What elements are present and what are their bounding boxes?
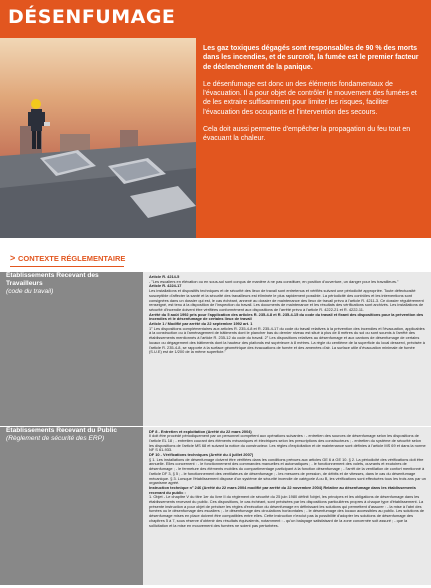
section-title: CONTEXTE RÉGLEMENTAIRE: [18, 254, 126, 263]
intro-paragraph-2: Cela doit aussi permettre d'empêcher la propagation du feu tout en évacuant la chaleur.: [203, 126, 411, 143]
block-text: - "Les escaliers en élévation ou en sous-sol sont conçus de manière à ne pas constituer, en position d'ouverture, un danger pour les travailleurs.": [149, 278, 399, 284]
section-header: [0, 247, 431, 269]
category-title: Établissements Recevant des Travailleurs: [6, 272, 99, 287]
block-text: 1° Les dispositions complémentaires aux articles R. 235-4-8 et R. 235-4-17 du code du travail relatives à la prévention des incendies et l'évacuation, applicables à la construction ou à l'aménagement de bâtiments dont le plancher bas du dernier niveau est situé à plus de 8 mètres du sol ou sont soumis à l'arrêté des établissements mentionnés à l'article R. 235-12 du code du travail. 2° Les dispositions relatives au désenfumage et aux cantons de désenfumage de certains locaux ou dégagement des bâtiments dont la hauteur des plafonds est supérieure à 8 mètres. La règle du centième de la superficie du local desservi, précisée à l'article R. 235-4-8, se rapporte à la surface géométrique des évacuations de fumée et des amenées d'air. La surface utile d'évacuation minimale de fumée (S.U.E) est de 1/200 de la même superficie.": [149, 325, 425, 355]
divider-strip: [0, 238, 431, 247]
block-heading: Arrêté du 5 août 1992 pris pour l'application des articles R. 235-4-8 et R. 235-4-15 du code du travail et fixant des dispositions pour la prévention des incendies et le désenfumage de certains lieux de travail: [149, 311, 424, 322]
title-band: [0, 0, 431, 38]
block-heading: Article 1 / Modifié par arrêté du 22 septembre 1992 art. 1: [149, 321, 253, 327]
rooftop-smoke-vent-photo: [0, 38, 196, 238]
block-heading: Article R. 4214-5: [149, 274, 180, 279]
block-text: Les installations et dispositifs techniques et de sécurité des lieux de travail sont entretenus et vérifiés suivant une périodicité appropriée. Toute défectuosité susceptible d'affecter la santé et la sécurité des travailleurs est éliminée le plus rapidement possible. La périodicité des contrôles et les interventions sont consignées dans un dossier qui est, le cas échéant, annexé au dossier de maintenance des lieux de travail prévu à l'article R. 4211-3. Ce dossier régulièrement renseigné, est tenu à la disposition de l'inspection du travail. Les documents de maintenance et les résultats des vérifications sont archivés. Les installations de sécurité d'incendie doivent être vérifiées conformément aux dispositions de l'arrêté prévu à l'article R. 4222-21 et R. 4222-11.: [149, 288, 424, 312]
intro-paragraph-1: Le désenfumage est donc un des éléments fondamentaux de l'évacuation. Il a pour objet de contrôler le mouvement des fumées et de les extraire suffisamment pour limiter les risques, faciliter l'évacuation des occupants et l'intervention des secours.: [203, 80, 417, 116]
block-heading: DF 8 - Entretien et exploitation (Arrêté du 22 mars 2004): [149, 428, 252, 434]
table-row: [0, 272, 431, 426]
row-category: [0, 426, 143, 585]
block-text: 1. Objet - Le chapitre V du titre 1er du livre II du règlement de sécurité du 25 juin 1980 définit l'objet, les principes et les obligations de désenfumage dans les établissements recevant du public. Ces dispositions, le cas échéant, sont précisées par les dispositions particulières propres à chaque type d'établissement. La présente instruction a pour objet de préciser les règles d'exécution du désenfumage en définissant les solutions qui permettent d'assurer : - la mise à l'abri des fumées ou le désenfumage des escaliers ; - le désenfumage des circulations horizontales ; - le désenfumage des locaux accessibles au public. Les solutions de désenfumage mises en place doivent être compatibles entre elles. Cette instruction n'exclut pas la possibilité d'adopter les solutions de désenfumage des chapitres 5 à 7, sous réserve d'obtenir des résultats équivalents, notamment : - qu'un balayage satisfaisant de la zone concernée soit assuré ; - que la sollicitation et la mise en mouvement des fumées ne soient pas perturbées.: [149, 494, 425, 528]
category-subtitle: (code du travail): [6, 288, 54, 295]
block-heading: DF 10 - Vérifications techniques (Arrêté du 4 juillet 2007): [149, 452, 254, 458]
table-row: [0, 426, 431, 585]
regulation-table: [0, 272, 431, 586]
hero-section: [0, 38, 431, 238]
row-content: [143, 426, 431, 585]
photo-illustration: [0, 38, 196, 238]
intro-lead: Les gaz toxiques dégagés sont responsables de 90 % des morts dans les incendies, et de surcroît, la fumée est le premier facteur de déclenchement de la panique.: [203, 45, 419, 71]
row-category: [0, 272, 143, 426]
row-content: [143, 272, 431, 426]
block-heading: Article R. 4224-17: [149, 283, 182, 289]
block-text: Il doit être procédé périodiquement par un personnel compétent aux opérations suivantes : - entretien des sources de désenfumage selon les dispositions de l'article EL 18 ; - entretien courant des éléments mécaniques et électriques selon les prescriptions des constructeurs ; - entretien du système de sécurité selon les dispositions de l'article MS 68 et suivant la notice du constructeur. Les règles d'exploitation et de maintenance sont définies à l'article MS 69 et dans la norme NF S 61-933.: [149, 433, 426, 453]
page-title: DÉSENFUMAGE: [8, 6, 176, 28]
category-subtitle: (Règlement de sécurité des ERP): [6, 434, 105, 442]
block-text: § 1. Les installations de désenfumage doivent être vérifiées dans les conditions prévues aux articles GE 6 à GE 10. § 2. La périodicité des vérifications doit être annuelle. Elles concernent : - le fonctionnement des commandes manuelles et automatiques ; - le fonctionnement des volets, ouvrants et exutoires de désenfumage ; - le fermeture des éléments mobiles du compartimentage participant à la fonction désenfumage ; - l'arrêt de la ventilation de confort mentionné à l'article DF 3, § 5 ; - le fonctionnement des ventilateurs de désenfumage ; - les mesures de pression, de débits et de vitesses, dans le cas du désenfumage mécanique. § 3. Lorsque l'établissement dispose d'un système de sécurité incendie de catégorie A ou B, les vérifications sont effectuées tous les trois ans par un organisme agréé.: [149, 456, 426, 486]
chevron-right-icon: >: [10, 253, 16, 263]
intro-text: [203, 44, 425, 152]
category-title: Établissements Recevant du Public: [6, 426, 118, 434]
section-underline: [10, 266, 124, 267]
block-heading: Instruction technique n° 246 (Arrêté du 22 mars 2004 modifié par arrêté du 22 novembre 2004) Relative au désenfumage dans les établissements recevant du public :: [149, 484, 416, 495]
